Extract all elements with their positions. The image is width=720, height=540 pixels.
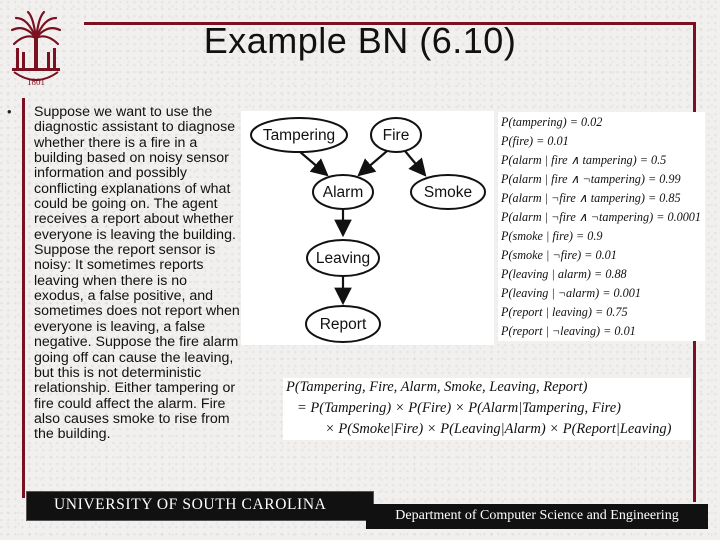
probability-row: P(smoke | fire) = 0.9	[501, 229, 603, 243]
probability-row: P(alarm | fire ∧ ¬tampering) = 0.99	[501, 172, 681, 186]
probability-table	[498, 112, 705, 341]
edge-tampering-alarm	[299, 151, 327, 175]
edge-fire-alarm	[359, 151, 387, 175]
probability-row: P(smoke | ¬fire) = 0.01	[501, 248, 617, 262]
node-label-fire: Fire	[382, 127, 410, 144]
university-name: UNIVERSITY OF SOUTH CAROLINA	[54, 496, 327, 513]
probability-row: P(fire) = 0.01	[501, 134, 569, 148]
probability-row: P(alarm | fire ∧ tampering) = 0.5	[501, 153, 667, 167]
probability-row: P(leaving | ¬alarm) = 0.001	[501, 286, 641, 300]
frame-left-line	[22, 98, 25, 498]
slide-title: Example BN (6.10)	[203, 20, 517, 61]
usc-palmetto-seal-icon	[6, 8, 66, 90]
node-label-leaving: Leaving	[315, 250, 371, 267]
probability-row: P(tampering) = 0.02	[501, 115, 603, 129]
probability-row: P(alarm | ¬fire ∧ ¬tampering) = 0.0001	[501, 210, 701, 224]
logo-year: 1801	[27, 77, 45, 87]
joint-distribution-formula	[283, 378, 691, 440]
probability-row: P(leaving | alarm) = 0.88	[501, 267, 627, 281]
node-label-report: Report	[319, 316, 367, 333]
bayesian-network-diagram	[241, 111, 494, 345]
department-name: Department of Computer Science and Engineering	[395, 508, 679, 523]
probability-row: P(report | ¬leaving) = 0.01	[501, 324, 636, 338]
probability-row: P(alarm | ¬fire ∧ tampering) = 0.85	[501, 191, 681, 205]
joint-line-3: × P(Smoke|Fire) × P(Leaving|Alarm) × P(Report|Leaving)	[325, 421, 672, 437]
joint-line-1: P(Tampering, Fire, Alarm, Smoke, Leaving, Report)	[286, 379, 588, 395]
edge-fire-smoke	[405, 151, 425, 175]
body-paragraph: Suppose we want to use the diagnostic assistant to diagnose whether there is a fire in a building based on noisy sensor information and possibly conflicting explanations of what could be going on. The agent receives a report about whether everyone is leaving the building. Suppose the report sensor is noisy: It sometimes reports leaving when there is no exodus, a false positive, and sometimes does not report when everyone is leaving, a false negative. Suppose the fire alarm going off can cause the leaving, but this is not deterministic relationship. Either tampering or fire could affect the alarm. Fire also causes smoke to rise from the building.	[34, 104, 240, 443]
node-label-alarm: Alarm	[322, 184, 364, 201]
node-label-tampering: Tampering	[262, 127, 336, 144]
node-label-smoke: Smoke	[423, 184, 473, 201]
probability-row: P(report | leaving) = 0.75	[501, 305, 628, 319]
joint-line-2: = P(Tampering) × P(Fire) × P(Alarm|Tampering, Fire)	[297, 400, 621, 416]
bullet-marker: •	[7, 104, 12, 119]
network-edges	[299, 151, 425, 303]
